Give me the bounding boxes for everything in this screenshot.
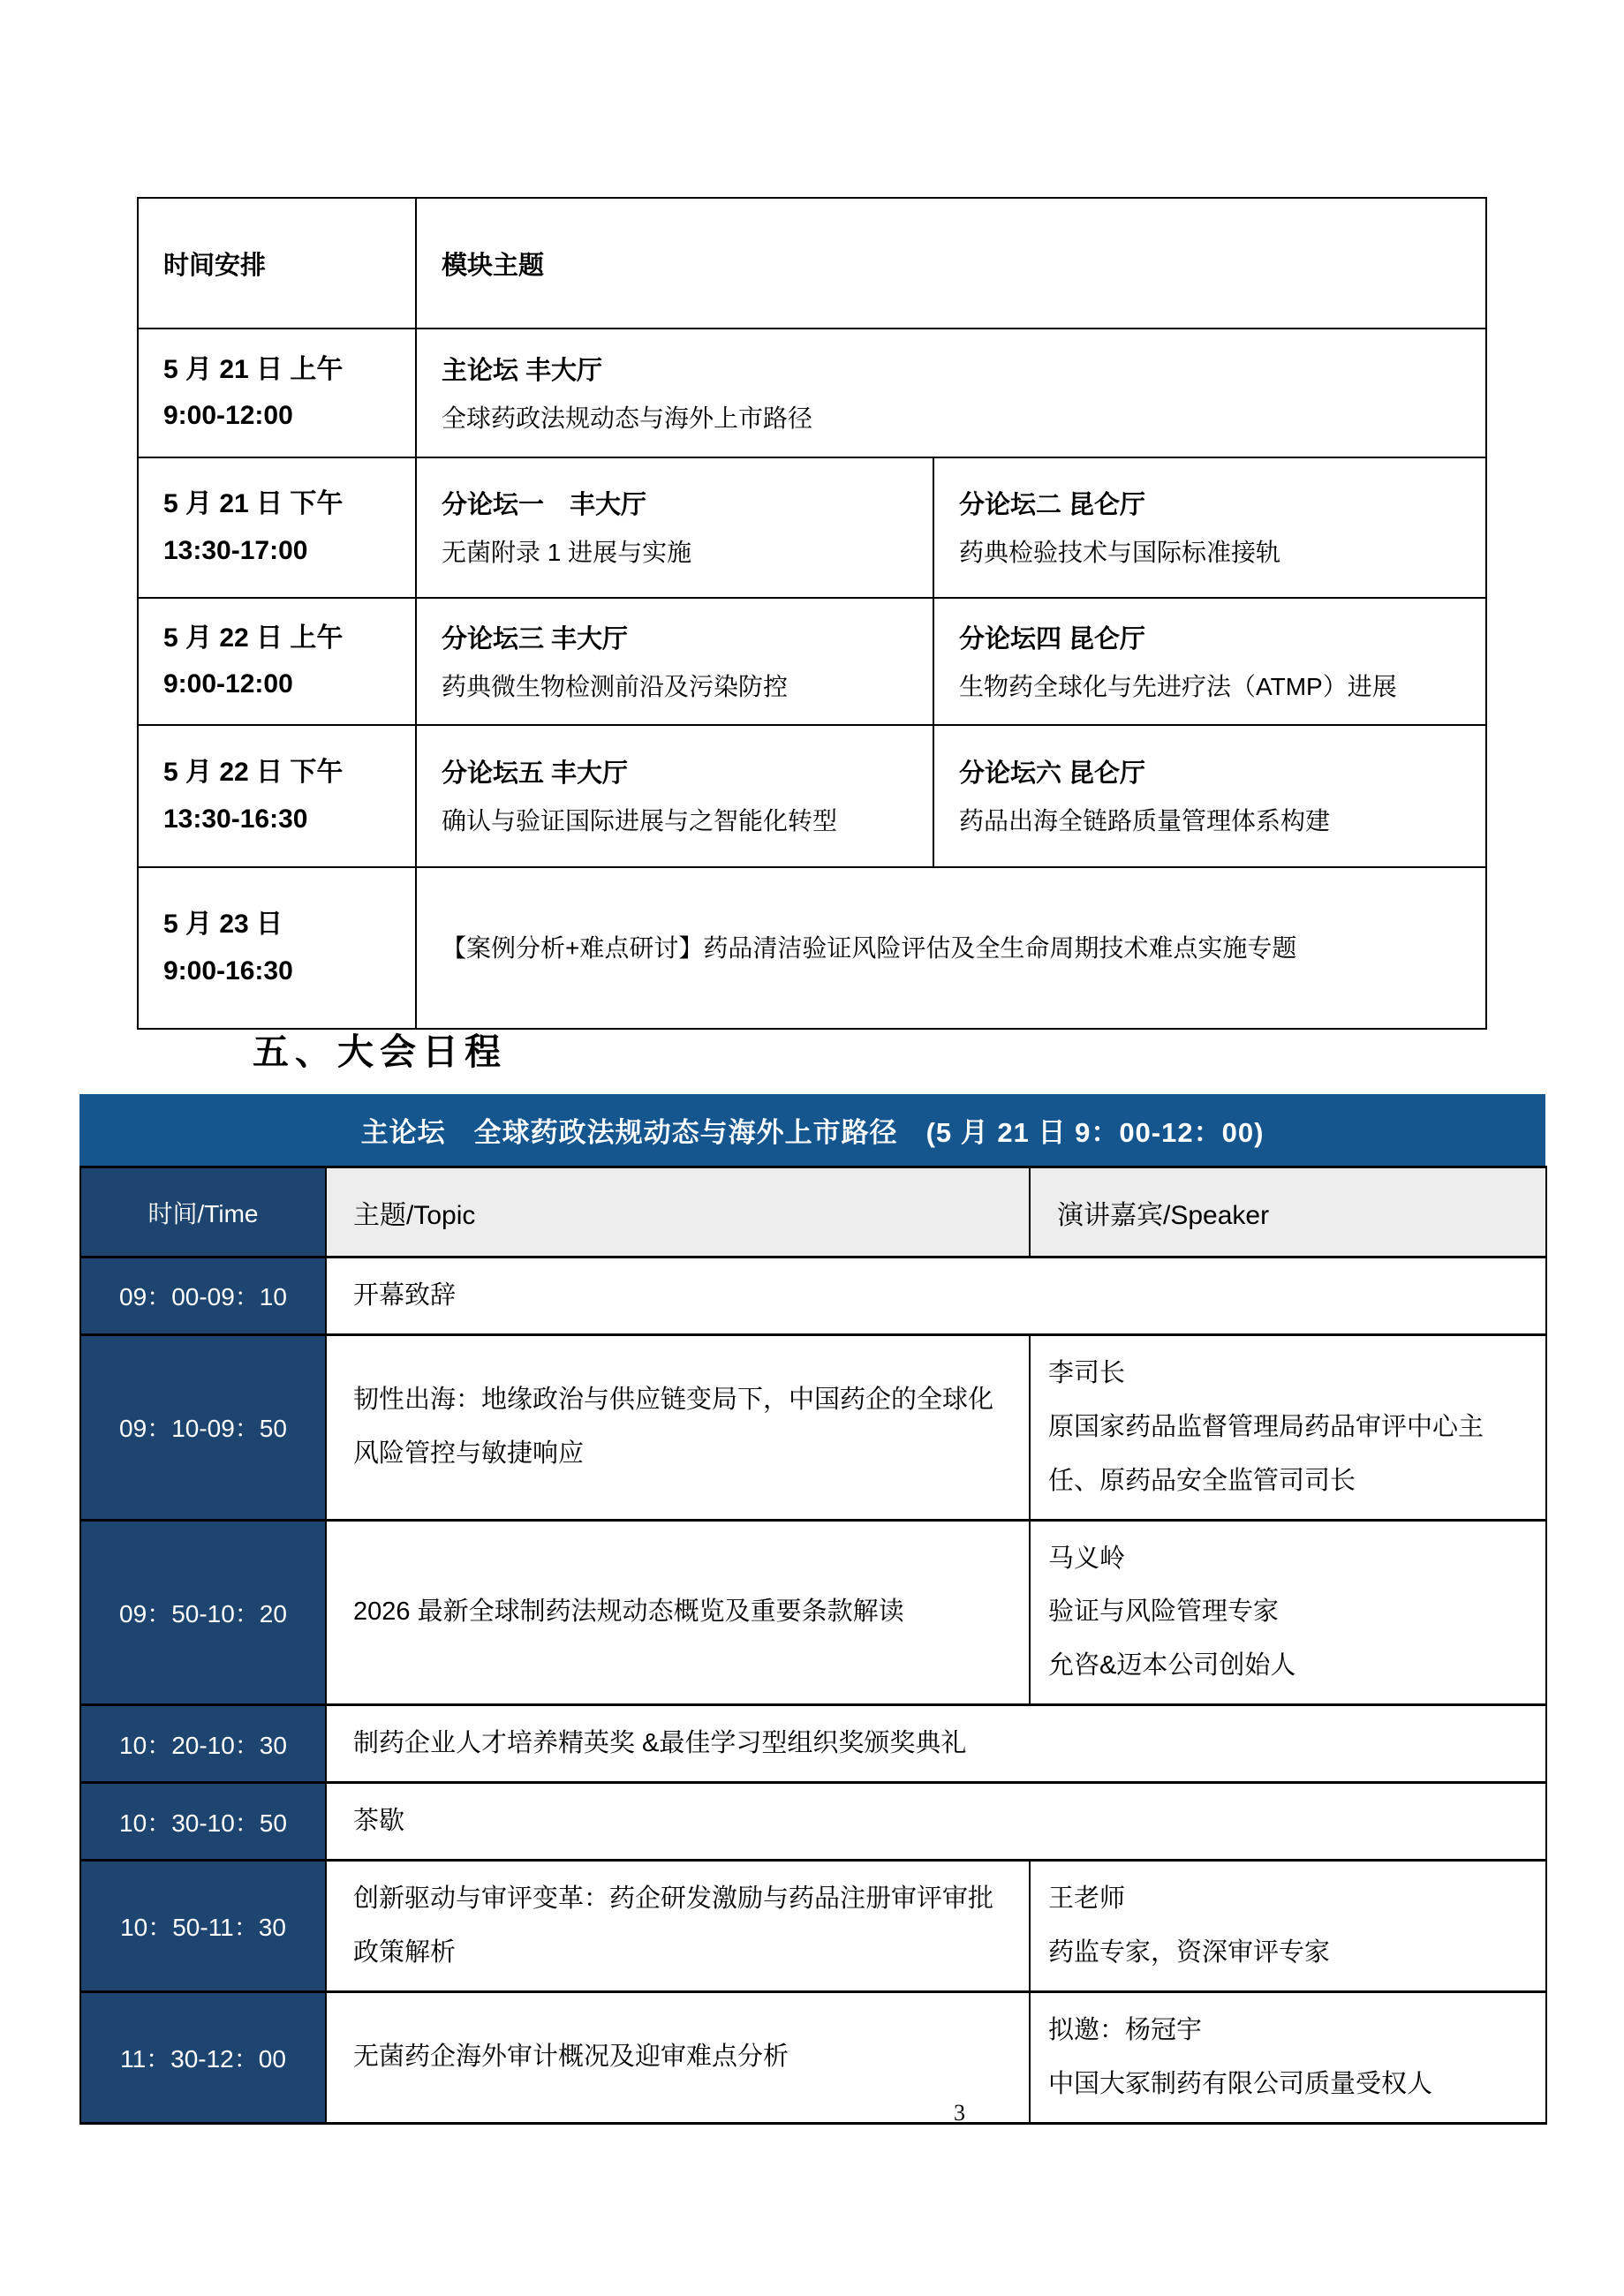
forum-subtitle: 药典微生物检测前沿及污染防控 (442, 672, 789, 700)
schedule-topic-cell (416, 725, 933, 867)
agenda-banner: 主论坛 全球药政法规动态与海外上市路径 (5 月 21 日 9：00-12：00) (79, 1094, 1545, 1166)
speaker-line: 允咨&迈本公司创始人 (1048, 1651, 1296, 1680)
schedule-header-time: 时间安排 (138, 198, 416, 329)
speaker-line: 原国家药品监督管理局药品审评中心主任、原药品安全监管司司长 (1048, 1412, 1484, 1495)
agenda-table (79, 1166, 1547, 2125)
agenda-header-topic: 主题/Topic (326, 1167, 1030, 1258)
agenda-time-cell: 09：50-10：20 (80, 1520, 326, 1705)
speaker-line: 验证与风险管理专家 (1048, 1597, 1280, 1627)
schedule-topic-cell (416, 867, 1486, 1029)
schedule-date: 5 月 21 日 下午 (163, 489, 344, 518)
forum-title: 主论坛 丰大厅 (442, 356, 603, 385)
speaker-line: 拟邀：杨冠宇 (1048, 2015, 1203, 2044)
speaker-line: 王老师 (1048, 1884, 1126, 1914)
agenda-topic-cell: 韧性出海：地缘政治与供应链变局下，中国药企的全球化风险管控与敏捷响应 (326, 1334, 1030, 1520)
agenda-time-cell: 11：30-12：00 (80, 1991, 326, 2123)
schedule-header-topic: 模块主题 (416, 198, 1486, 329)
agenda-speaker-cell (1030, 1334, 1546, 1520)
agenda-time-cell: 09：00-09：10 (80, 1258, 326, 1335)
schedule-date: 5 月 22 日 上午 (163, 623, 344, 653)
forum-title: 分论坛二 昆仑厅 (959, 491, 1146, 520)
agenda-row (80, 1783, 1546, 1861)
agenda-header-row (80, 1167, 1546, 1258)
schedule-date-cell (138, 598, 416, 725)
page-number: 3 (954, 2100, 965, 2126)
schedule-date-cell (138, 725, 416, 867)
schedule-topic-cell (416, 457, 933, 598)
agenda-row (80, 1861, 1546, 1992)
forum-subtitle: 药典检验技术与国际标准接轨 (959, 539, 1281, 567)
agenda-speaker-cell (1030, 1991, 1546, 2123)
agenda-topic-cell: 2026 最新全球制药法规动态概览及重要条款解读 (326, 1520, 1030, 1705)
schedule-date: 5 月 22 日 下午 (163, 758, 344, 787)
agenda-topic-cell: 开幕致辞 (326, 1258, 1546, 1335)
schedule-topic-cell (933, 457, 1486, 598)
schedule-topic-cell (416, 598, 933, 725)
agenda-topic-cell: 创新驱动与审评变革：药企研发激励与药品注册审评审批政策解析 (326, 1861, 1030, 1992)
agenda-speaker-cell (1030, 1520, 1546, 1705)
speaker-line: 李司长 (1048, 1358, 1126, 1387)
forum-subtitle: 生物药全球化与先进疗法（ATMP）进展 (959, 672, 1397, 700)
schedule-topic-cell (933, 725, 1486, 867)
agenda-topic-cell: 无菌药企海外审计概况及迎审难点分析 (326, 1991, 1030, 2123)
forum-subtitle: 全球药政法规动态与海外上市路径 (442, 404, 813, 432)
schedule-date-cell (138, 457, 416, 598)
agenda-row (80, 1991, 1546, 2123)
schedule-date-cell (138, 329, 416, 457)
schedule-row (138, 725, 1486, 867)
schedule-time: 9:00-16:30 (163, 955, 293, 986)
schedule-header-row (138, 198, 1486, 329)
agenda-topic-cell: 茶歇 (326, 1783, 1546, 1861)
schedule-row (138, 867, 1486, 1029)
forum-subtitle: 药品出海全链路质量管理体系构建 (959, 807, 1331, 835)
agenda-header-speaker: 演讲嘉宾/Speaker (1030, 1167, 1546, 1258)
agenda-header-time: 时间/Time (80, 1167, 326, 1258)
schedule-date-cell (138, 867, 416, 1029)
agenda-time-cell: 09：10-09：50 (80, 1334, 326, 1520)
agenda-time-cell: 10：30-10：50 (80, 1783, 326, 1861)
forum-subtitle: 确认与验证国际进展与之智能化转型 (442, 807, 838, 835)
agenda-row (80, 1334, 1546, 1520)
schedule-time: 13:30-17:00 (163, 535, 308, 565)
agenda-row (80, 1258, 1546, 1335)
forum-subtitle: 无菌附录 1 进展与实施 (442, 539, 692, 567)
schedule-date: 5 月 21 日 上午 (163, 354, 344, 384)
schedule-row (138, 329, 1486, 457)
agenda-topic-cell: 制药企业人才培养精英奖 &最佳学习型组织奖颁奖典礼 (326, 1705, 1546, 1783)
module-schedule-table (137, 197, 1487, 1030)
agenda-speaker-cell (1030, 1861, 1546, 1992)
schedule-time: 9:00-12:00 (163, 669, 293, 699)
forum-subtitle: 【案例分析+难点研讨】药品清洁验证风险评估及全生命周期技术难点实施专题 (442, 933, 1297, 962)
forum-title: 分论坛一 丰大厅 (442, 491, 647, 520)
agenda-time-cell: 10：20-10：30 (80, 1705, 326, 1783)
agenda-row (80, 1520, 1546, 1705)
forum-title: 分论坛六 昆仑厅 (959, 759, 1146, 789)
speaker-line: 中国大冢制药有限公司质量受权人 (1048, 2069, 1433, 2098)
schedule-time: 9:00-12:00 (163, 401, 293, 430)
agenda-row (80, 1705, 1546, 1783)
forum-title: 分论坛三 丰大厅 (442, 624, 629, 653)
schedule-time: 13:30-16:30 (163, 804, 308, 834)
speaker-line: 药监专家，资深审评专家 (1048, 1937, 1331, 1967)
schedule-row (138, 457, 1486, 598)
schedule-row (138, 598, 1486, 725)
forum-title: 分论坛四 昆仑厅 (959, 624, 1146, 653)
schedule-topic-cell (933, 598, 1486, 725)
schedule-date: 5 月 23 日 (163, 910, 283, 939)
agenda-time-cell: 10：50-11：30 (80, 1861, 326, 1992)
schedule-topic-cell (416, 329, 1486, 457)
forum-title: 分论坛五 丰大厅 (442, 759, 629, 789)
section-heading: 五、大会日程 (253, 1031, 507, 1072)
speaker-line: 马义岭 (1048, 1544, 1126, 1573)
